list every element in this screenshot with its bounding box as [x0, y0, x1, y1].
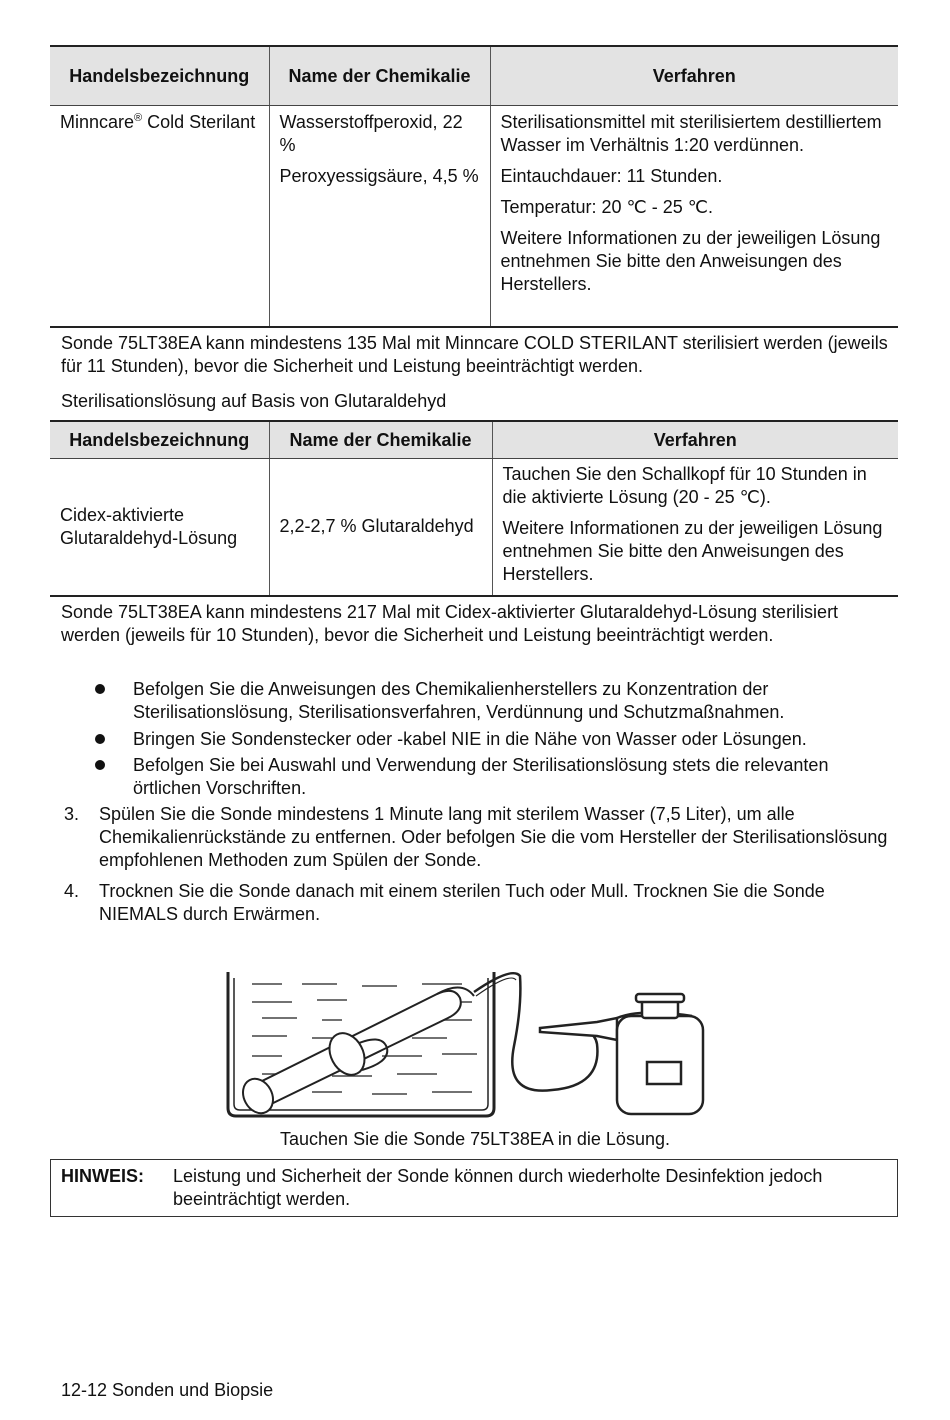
header-chemical-name: Name der Chemikalie — [269, 421, 492, 458]
chemical-line: Peroxyessigsäure, 4,5 % — [279, 165, 479, 186]
bullet-item: Befolgen Sie bei Auswahl und Verwendung der Sterilisationslösung stets die relevanten örtlichen Vorschriften. — [133, 755, 829, 798]
header-procedure: Verfahren — [492, 421, 898, 458]
sterilant-table-cidex — [50, 420, 898, 597]
procedure-line: Eintauchdauer: 11 Stunden. — [500, 165, 723, 186]
header-chemical-name: Name der Chemikalie — [269, 46, 490, 105]
cell-trade-name: Cidex-aktivierte Glutaraldehyd-Lösung — [50, 458, 269, 596]
bullet-item: Bringen Sie Sondenstecker oder -kabel NIE in die Nähe von Wasser oder Lösungen. — [133, 729, 807, 749]
info-paragraph-cidex: Sonde 75LT38EA kann mindestens 217 Mal mit Cidex-aktivierter Glutaraldehyd-Lösung sterilisiert werden (jeweils für 10 Stunden), bevor die Sicherheit und Leistung beeinträchtigt werden. — [61, 602, 839, 645]
info-paragraph-minncare: Sonde 75LT38EA kann mindestens 135 Mal mit Minncare COLD STERILANT sterilisiert werden (jeweils für 11 Stunden), bevor die Sicherheit und Leistung beeinträchtigt werden. — [61, 333, 888, 376]
header-trade-name: Handelsbezeichnung — [50, 46, 269, 105]
probe-immersion-illustration — [222, 936, 730, 1122]
header-procedure: Verfahren — [490, 46, 898, 105]
figure-caption: Tauchen Sie die Sonde 75LT38EA in die Lösung. — [280, 1129, 670, 1149]
probe-connector-icon — [540, 994, 703, 1114]
bullet-dot-icon — [95, 760, 105, 770]
trade-name-rest: Cold Sterilant — [142, 111, 256, 132]
bullet-dot-icon — [95, 684, 105, 694]
header-trade-name: Handelsbezeichnung — [50, 421, 269, 458]
step-text: Trocknen Sie die Sonde danach mit einem sterilen Tuch oder Mull. Trocknen Sie die Sonde NIEMALS durch Erwärmen. — [99, 881, 825, 924]
step-number: 3. — [64, 804, 80, 824]
procedure-line: Weitere Informationen zu der jeweiligen Lösung entnehmen Sie bitte den Anweisungen des Herstellers. — [502, 517, 883, 584]
bullet-dot-icon — [95, 734, 105, 744]
procedure-line: Weitere Informationen zu der jeweiligen Lösung entnehmen Sie bitte den Anweisungen des Herstellers. — [500, 227, 881, 294]
cell-chemical: 2,2-2,7 % Glutaraldehyd — [269, 458, 492, 596]
trade-name-text: Minncare — [60, 111, 135, 132]
sterilant-table-minncare — [50, 45, 898, 328]
cell-trade-name — [50, 105, 269, 327]
bullet-item: Befolgen Sie die Anweisungen des Chemikalienherstellers zu Konzentration der Sterilisationslösung, Sterilisationsverfahren, Verdünnung und Schutzmaßnahmen. — [133, 679, 785, 722]
procedure-line: Tauchen Sie den Schallkopf für 10 Stunden in die aktivierte Lösung (20 - 25 ℃). — [502, 463, 867, 507]
note-text: Leistung und Sicherheit der Sonde können durch wiederholte Desinfektion jedoch beeinträchtigt werden. — [173, 1166, 823, 1209]
step-text: Spülen Sie die Sonde mindestens 1 Minute lang mit sterilem Wasser (7,5 Liter), um alle Chemikalienrückstände zu entfernen. Oder befolgen Sie die vom Hersteller der Sterilisationslösung empfohlenen Methoden zum Spülen der Sonde. — [99, 804, 888, 870]
probe-icon — [237, 987, 474, 1118]
page-footer: 12-12 Sonden und Biopsie — [61, 1380, 274, 1400]
procedure-line: Sterilisationsmittel mit sterilisiertem destilliertem Wasser im Verhältnis 1:20 verdünnen. — [500, 111, 882, 155]
section-heading-glutaraldehyde: Sterilisationslösung auf Basis von Glutaraldehyd — [61, 391, 447, 411]
cell-procedure — [490, 105, 898, 327]
step-number: 4. — [64, 881, 80, 901]
note-label: HINWEIS: — [61, 1166, 144, 1186]
registered-mark: ® — [134, 111, 143, 124]
chemical-line: Wasserstoffperoxid, 22 % — [279, 111, 463, 155]
cell-procedure — [492, 458, 898, 596]
note-box — [50, 1159, 898, 1217]
cell-chemical — [269, 105, 490, 327]
procedure-line: Temperatur: 20 ℃ - 25 ℃. — [500, 196, 714, 217]
